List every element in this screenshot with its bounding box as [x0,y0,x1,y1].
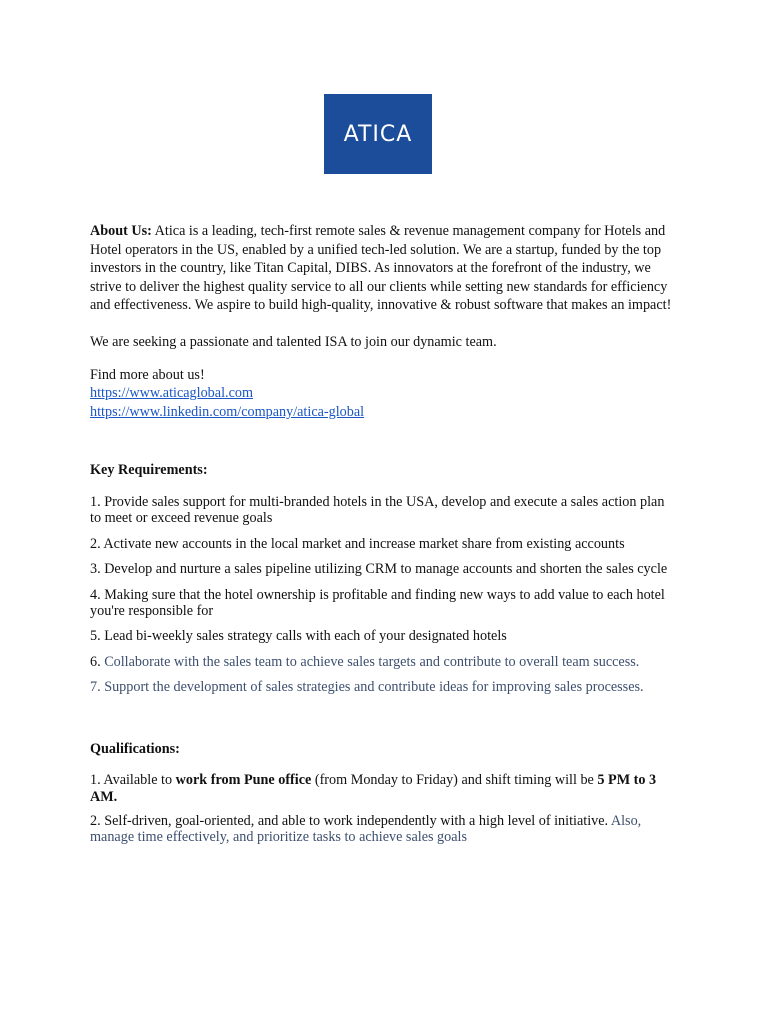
about-paragraph [90,222,678,315]
job-description [90,222,678,846]
qualification-item-1 [90,772,678,805]
requirements-heading: Key Requirements: [90,462,208,479]
requirement-item-2: 2. Activate new accounts in the local market and increase market share from existing accounts [90,535,625,552]
seeking-text: We are seeking a passionate and talented ISA to join our dynamic team. [90,333,497,350]
requirement-item-1: 1. Provide sales support for multi-branded hotels in the USA, develop and execute a sales action plan to meet or exceed revenue goals [90,493,665,527]
q1-mid: (from Monday to Friday) and shift timing will be [311,772,598,789]
requirement-item-4: 4. Making sure that the hotel ownership is profitable and finding new ways to add value to each hotel you're responsible for [90,586,665,619]
requirement-item-6-text: Collaborate with the sales team to achieve sales targets and contribute to overall team success. [100,653,640,670]
qualifications-heading: Qualifications: [90,740,180,757]
link-website-row [90,384,678,403]
logo-text: ATICA [343,121,413,147]
requirement-item-6 [90,654,678,670]
q2-post: Also, manage time effectively, and prioritize tasks to achieve sales goals [90,813,642,846]
q1-bold-location: work from Pune office [175,772,312,789]
about-label: About Us: [90,223,152,239]
requirement-item-5: 5. Lead bi-weekly sales strategy calls with each of your designated hotels [90,628,507,645]
q1-bold-shift: 5 PM to 3 AM. [90,772,657,805]
find-more-label: Find more about us! [90,366,205,383]
q2-pre: 2. Self-driven, goal-oriented, and able to work independently with a high level of initiative. [90,813,609,829]
website-link[interactable]: https://www.aticaglobal.com [90,385,253,402]
requirement-item-7: 7. Support the development of sales strategies and contribute ideas for improving sales processes. [90,679,644,696]
about-text: Atica is a leading, tech-first remote sales & revenue management company for Hotels and Hotel operators in the US, enabled by a unified tech-led solution. We are a startup, funded by the top investors in the country, like Titan Capital, DIBS. As innovators at the forefront of the industry, we strive to deliver the highest quality service to all our clients while setting new standards for efficiency and effectiveness. We aspire to build high-quality, innovative & robust software that makes an impact! [90,223,672,314]
link-linkedin-row [90,403,678,422]
linkedin-link[interactable]: https://www.linkedin.com/company/atica-global [90,403,365,420]
requirement-item-6-number: 6. [90,653,101,670]
atica-logo [324,94,432,174]
qualification-item-2 [90,813,678,846]
q1-pre: 1. Available to [90,772,176,789]
requirement-item-3: 3. Develop and nurture a sales pipeline utilizing CRM to manage accounts and shorten the sales cycle [90,561,668,578]
